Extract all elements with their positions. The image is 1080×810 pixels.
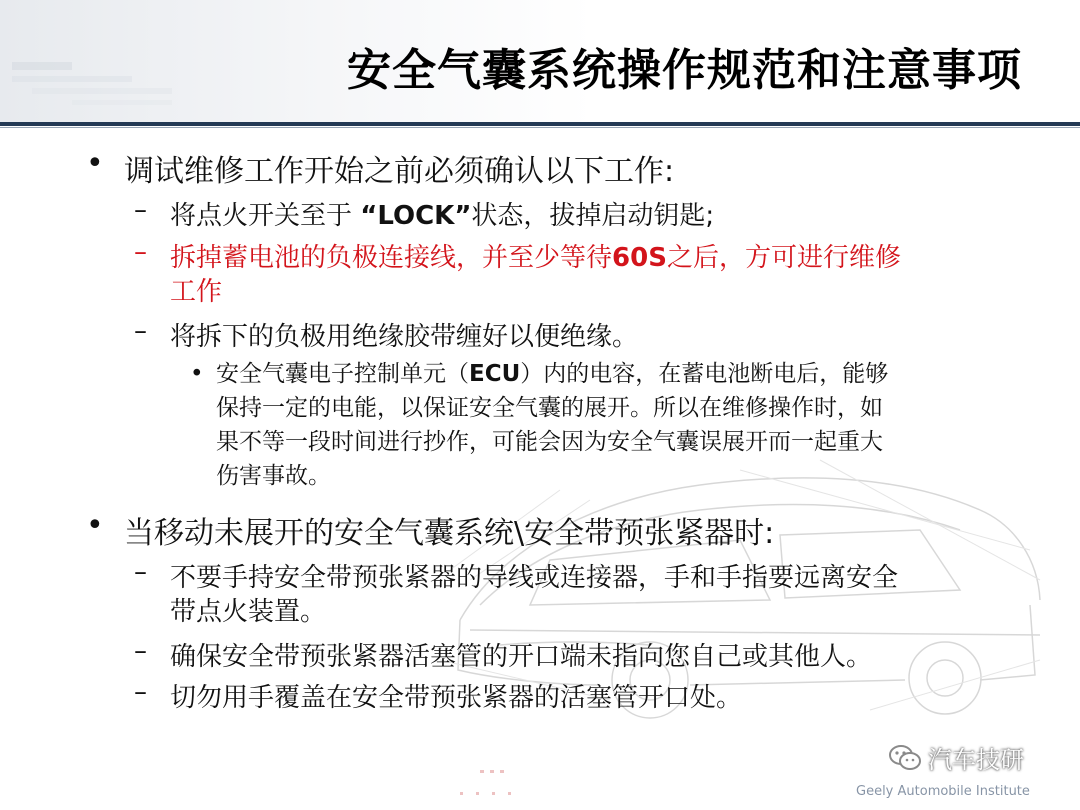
- dash-marker: –: [134, 677, 147, 707]
- subitem-ecu-line4: 伤害事故。: [216, 463, 331, 489]
- subitem-ecu-line2: 保持一定的电能，以保证安全气囊的展开。所以在维修操作时，如: [216, 395, 883, 421]
- item-ignition-lock: 将点火开关至于 “LOCK”状态，拔掉启动钥匙;: [170, 201, 715, 231]
- item-disconnect-battery-line2: 工作: [170, 277, 223, 307]
- dash-marker: –: [134, 195, 147, 225]
- watermark-text: 汽车技研: [928, 746, 1024, 774]
- item-insulate-terminal: 将拆下的负极用绝缘胶带缠好以便绝缘。: [170, 322, 639, 352]
- item-disconnect-battery: 拆掉蓄电池的负极连接线，并至少等待60S之后，方可进行维修: [170, 243, 901, 273]
- item-tube-direction: 确保安全带预张紧器活塞管的开口端未指向您自己或其他人。: [170, 642, 873, 672]
- bullet-marker: •: [86, 146, 104, 181]
- footer-caption: Geely Automobile Institute: [856, 784, 1030, 799]
- item-no-holding-wires: 不要手持安全带预张紧器的导线或连接器，手和手指要远离安全: [170, 563, 899, 593]
- wechat-icon: [888, 743, 922, 773]
- item-no-cover-tube: 切勿用手覆盖在安全带预张紧器的活塞管开口处。: [170, 683, 743, 713]
- bullet-marker: •: [86, 508, 104, 543]
- dash-marker: –: [134, 237, 147, 267]
- section-1-heading: 调试维修工作开始之前必须确认以下工作:: [124, 154, 675, 189]
- item-no-holding-wires-line2: 带点火装置。: [170, 597, 327, 627]
- slide-title: 安全气囊系统操作规范和注意事项: [347, 45, 1022, 96]
- subitem-ecu-line3: 果不等一段时间进行抄作，可能会因为安全气囊误展开而一起重大: [216, 429, 883, 455]
- dash-marker: –: [134, 316, 147, 346]
- dash-marker: –: [134, 557, 147, 587]
- watermark: [888, 740, 1024, 775]
- section-2-heading: 当移动未展开的安全气囊系统\安全带预张紧器时:: [124, 516, 775, 551]
- dash-marker: –: [134, 636, 147, 666]
- subitem-ecu-line1: 安全气囊电子控制单元（ECU）内的电容，在蓄电池断电后，能够: [216, 361, 889, 387]
- footer-decoration: [340, 770, 540, 800]
- sub-bullet-marker: •: [190, 361, 204, 387]
